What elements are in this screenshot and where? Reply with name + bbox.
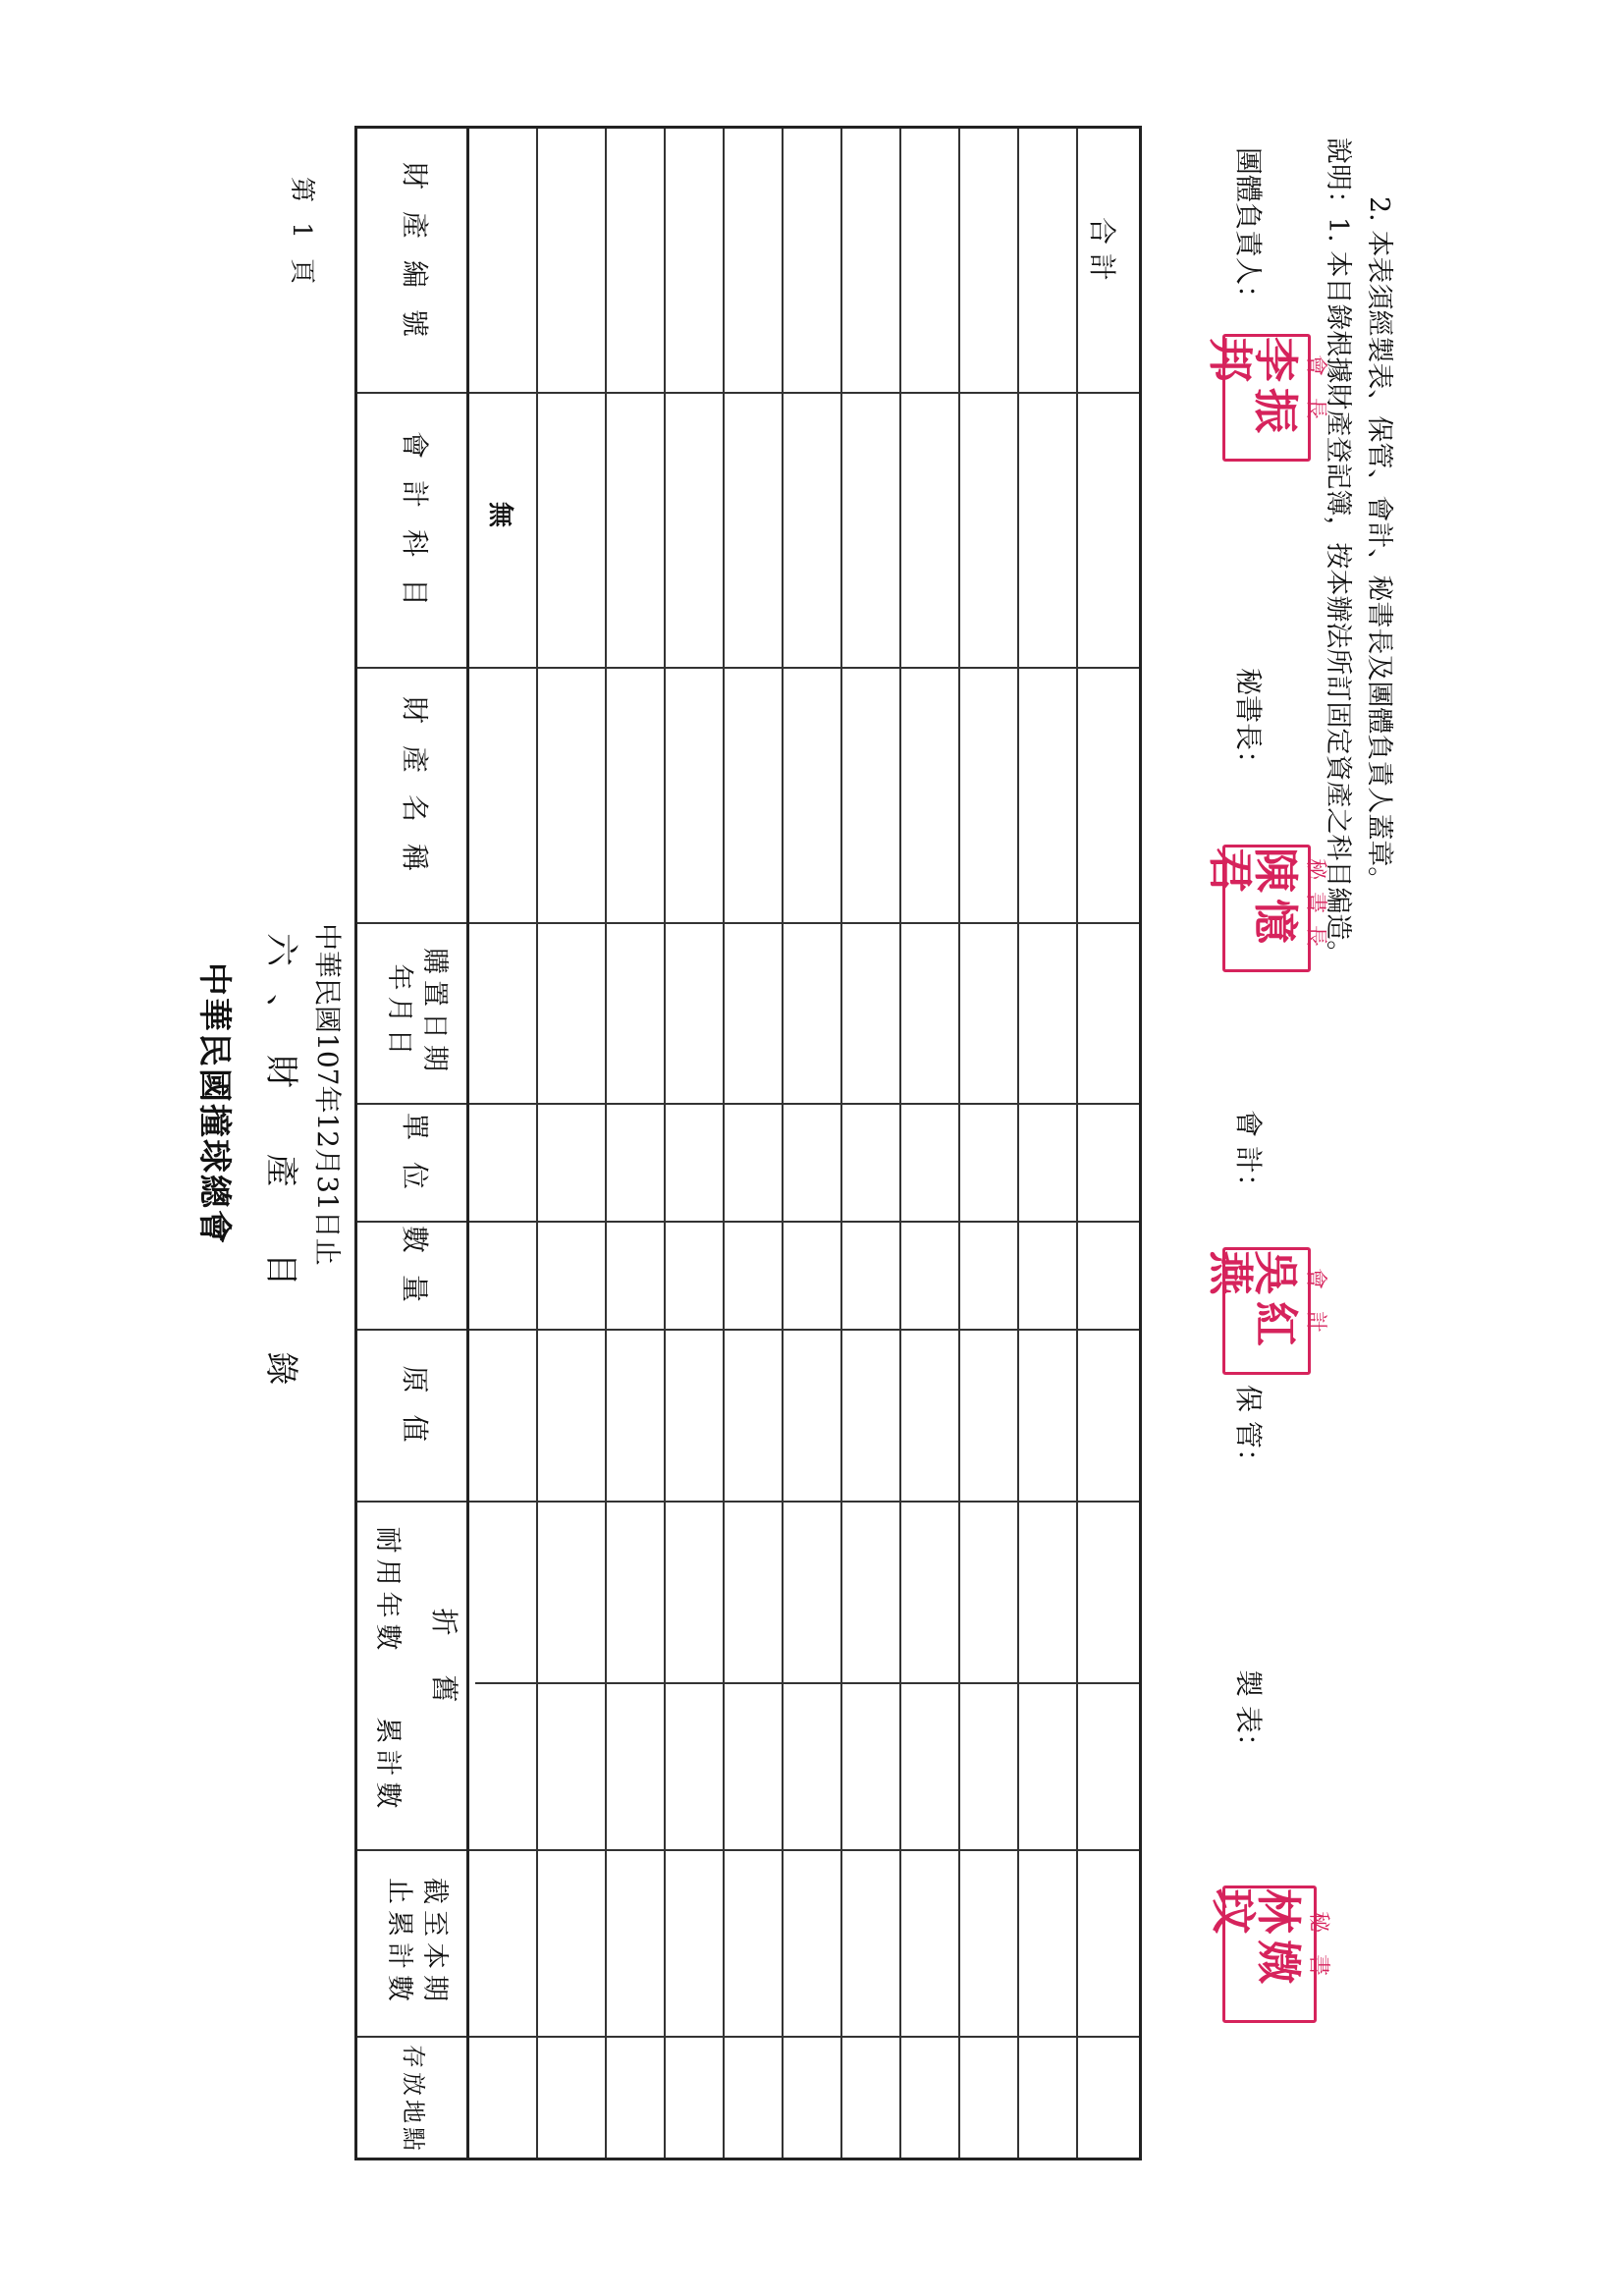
col-accumulated-line2: 止累計數: [384, 1878, 414, 2007]
col-purchase-date-line1: 購置日期: [419, 948, 451, 1077]
maker-stamp: [1207, 1886, 1330, 2023]
total-label: 合 計: [1086, 217, 1118, 281]
maker-label: 製 表：: [1232, 1669, 1265, 1761]
note-line-1: 說明：1. 本目錄根據財產登記簿，按本辦法所訂固定資產之科目編造。: [1323, 137, 1353, 967]
col-unit: 單位: [399, 1112, 431, 1211]
maker-stamp-role: 秘書: [1306, 1910, 1330, 1997]
col-accum-depreciation: 累計數: [372, 1717, 404, 1815]
accountant-label: 會 計：: [1232, 1110, 1265, 1201]
leader-stamp-name: 李振邦: [1204, 337, 1302, 439]
period-label: 中華民國107年12月31日止: [311, 923, 344, 1266]
secretary-label: 秘書長：: [1232, 668, 1265, 779]
document-title: 六、財 產 目 錄: [261, 933, 300, 1413]
col-accumulated-line1: 截至本期: [419, 1878, 451, 2007]
col-quantity: 數量: [399, 1225, 431, 1324]
col-asset-number: 財產編號: [399, 161, 431, 358]
first-row-account: 無: [485, 502, 514, 528]
accountant-stamp-name: 吳紅燕: [1204, 1250, 1302, 1352]
maker-stamp-name: 林媺玟: [1207, 1888, 1305, 1991]
leader-stamp: [1204, 334, 1327, 462]
secretary-stamp-role: 秘書長: [1303, 857, 1327, 958]
col-account: 會計科目: [399, 430, 431, 628]
organization-title: 中華民國撞球總會: [194, 962, 234, 1245]
page-number: 第 1 頁: [287, 177, 316, 291]
col-purchase-date: [357, 922, 475, 1103]
leader-label: 團體負責人：: [1232, 147, 1265, 313]
col-asset-name: 財產名稱: [399, 695, 431, 893]
col-original-value: 原值: [399, 1365, 431, 1464]
col-location: 存放地點: [400, 2045, 428, 2155]
secretary-stamp: [1204, 845, 1327, 972]
secretary-stamp-name: 陳憶君: [1204, 847, 1302, 950]
col-purchase-date-line2: 年月日: [384, 963, 414, 1062]
col-depreciation: 折舊: [428, 1608, 460, 1742]
note-line-2: 2. 本表須經製表、保管、會計、秘書長及團體負責人蓋章。: [1364, 196, 1394, 894]
col-accumulated: [357, 1849, 475, 2036]
accountant-stamp-role: 會計: [1303, 1267, 1327, 1354]
asset-table: [354, 126, 1142, 2160]
leader-stamp-role: 會長: [1303, 354, 1327, 441]
custodian-label: 保 管：: [1232, 1385, 1265, 1476]
col-useful-life: 耐用年數: [372, 1526, 404, 1657]
accountant-stamp: [1204, 1247, 1327, 1375]
